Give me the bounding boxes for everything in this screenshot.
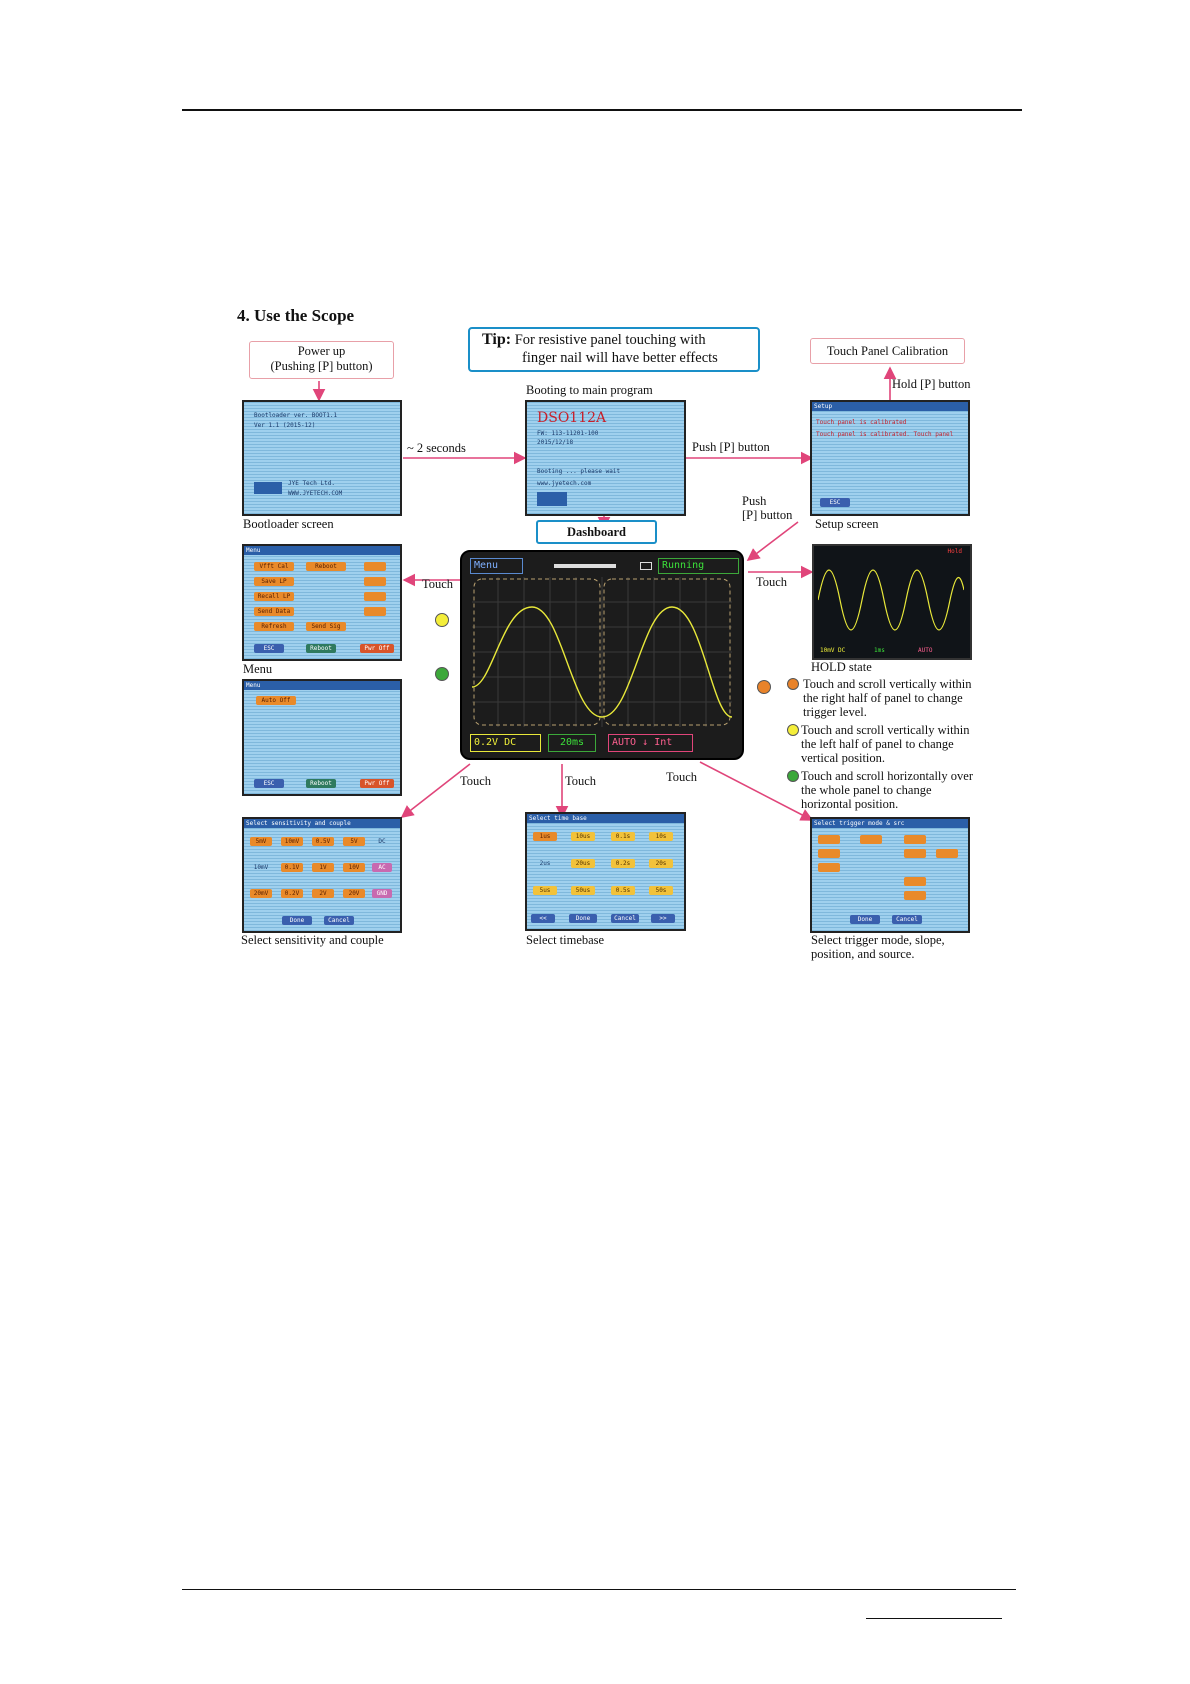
tb-20us[interactable]: 20us xyxy=(571,859,595,868)
trig-opt-2[interactable] xyxy=(860,835,882,844)
main-date: 2015/12/18 xyxy=(537,439,574,446)
coupling-value: DC xyxy=(504,737,517,748)
sensitivity-caption: Select sensitivity and couple xyxy=(241,933,384,947)
legend-orange-2: the right half of panel to change xyxy=(803,691,963,705)
setup-esc-button[interactable]: ESC xyxy=(820,498,850,507)
trig-cancel-button[interactable]: Cancel xyxy=(892,915,922,924)
trig-done-button[interactable]: Done xyxy=(850,915,880,924)
sens-5v[interactable]: 5V xyxy=(343,837,365,846)
tb-20s[interactable]: 20s xyxy=(649,859,673,868)
sens-10v[interactable]: 10V xyxy=(343,863,365,872)
hold-foot2: 1ms xyxy=(874,647,885,654)
menu1-side-3[interactable] xyxy=(364,592,386,601)
bootloader-caption: Bootloader screen xyxy=(243,517,334,531)
main-url: www.jyetech.com xyxy=(537,480,592,487)
setup-bar-title: Setup xyxy=(814,403,833,410)
section-title: 4. Use the Scope xyxy=(237,306,355,325)
setup-line1: Touch panel is calibrated xyxy=(816,419,907,426)
bootloader-line1: Bootloader ver. BOOT1.1 xyxy=(254,412,338,419)
menu1-item-vfft-cal[interactable]: Vfft Cal xyxy=(254,562,294,571)
jye-logo-icon xyxy=(537,492,567,506)
green-bullet-icon xyxy=(435,667,449,681)
menu1-item-reboot[interactable]: Reboot xyxy=(306,562,346,571)
sens-20v[interactable]: 20V xyxy=(343,889,365,898)
power-up-box xyxy=(249,341,394,379)
timebase-caption: Select timebase xyxy=(526,933,605,947)
menu1-item-recall-lp[interactable]: Recall LP xyxy=(254,592,294,601)
setup-screen xyxy=(810,400,970,516)
menu1-pwr-off-button[interactable]: Pwr Off xyxy=(360,644,394,653)
power-up-label: Power up xyxy=(297,344,346,358)
main-fw: FW: 113-11201-100 xyxy=(537,430,599,437)
touch-hold-label: Touch xyxy=(756,575,788,589)
trig-opt-4[interactable] xyxy=(818,849,840,858)
setup-line2: Touch panel is calibrated. Touch panel xyxy=(816,431,954,438)
tip-line1: For resistive panel touching with xyxy=(514,332,706,348)
trigger-mode: AUTO xyxy=(612,737,637,748)
tb-50us[interactable]: 50us xyxy=(571,886,595,895)
timebase-bar-title: Select time base xyxy=(529,815,587,822)
tb-prev-button[interactable]: << xyxy=(531,914,555,923)
legend-orange-1: Touch and scroll vertically within xyxy=(803,677,972,691)
menu1-item-send-data[interactable]: Send Data xyxy=(254,607,294,616)
menu2-bar-title: Menu xyxy=(246,682,261,689)
dashboard-screen[interactable] xyxy=(460,550,744,760)
legend-green-2: the whole panel to change xyxy=(801,783,932,797)
booting-label: Booting to main program xyxy=(526,383,653,397)
push-label: Push xyxy=(742,494,767,508)
tip-line2: finger nail will have better effects xyxy=(522,350,718,366)
tip-box xyxy=(468,327,760,372)
menu2-reboot-button[interactable]: Reboot xyxy=(306,779,336,788)
p-button-label: [P] button xyxy=(742,508,793,522)
tb-01s[interactable]: 0.1s xyxy=(611,832,635,841)
trig-opt-3[interactable] xyxy=(904,835,926,844)
tb-1us[interactable]: 1us xyxy=(533,832,557,841)
trig-opt-8[interactable] xyxy=(904,877,926,886)
orange-bullet-icon xyxy=(757,680,771,694)
trigger-screen xyxy=(810,817,970,933)
trig-opt-6[interactable] xyxy=(936,849,958,858)
dashboard-trigger[interactable] xyxy=(608,734,693,752)
touch-timebase-label: Touch xyxy=(565,774,597,788)
timeline-bar xyxy=(554,564,616,568)
bootloader-url: WWW.JYETECH.COM xyxy=(288,490,343,497)
menu-screen-1 xyxy=(242,544,402,661)
tb-02s[interactable]: 0.2s xyxy=(611,859,635,868)
tb-50s[interactable]: 50s xyxy=(649,886,673,895)
bootloader-logo-text: JYE Tech Ltd. xyxy=(288,480,335,487)
legend-yellow-1: Touch and scroll vertically within xyxy=(801,723,970,737)
hold-foot1: 10mV DC xyxy=(820,647,846,654)
sens-20mv[interactable]: 20mV xyxy=(250,889,272,898)
yellow-bullet-icon xyxy=(435,613,449,627)
sens-cancel-button[interactable]: Cancel xyxy=(324,916,354,925)
menu1-reboot-button[interactable]: Reboot xyxy=(306,644,336,653)
tb-2us[interactable]: 2us xyxy=(539,860,551,867)
touch-menu-label: Touch xyxy=(422,577,454,591)
legend-orange-3: trigger level. xyxy=(803,705,867,719)
legend-orange-icon xyxy=(787,678,799,690)
dashboard-waveform-area[interactable] xyxy=(472,577,732,727)
hold-p-label: Hold [P] button xyxy=(892,377,971,391)
tb-next-button[interactable]: >> xyxy=(651,914,675,923)
bootloader-screen xyxy=(242,400,402,516)
menu2-pwr-off-button[interactable]: Pwr Off xyxy=(360,779,394,788)
sens-2v[interactable]: 2V xyxy=(312,889,334,898)
dashboard-label-box: Dashboard xyxy=(536,520,657,544)
dashboard-status: Running xyxy=(658,558,739,574)
trigger-source: Int xyxy=(654,737,673,748)
trigger-caption-1: Select trigger mode, slope, xyxy=(811,933,945,947)
legend-green-icon xyxy=(787,770,799,782)
tb-10s[interactable]: 10s xyxy=(649,832,673,841)
trig-opt-7[interactable] xyxy=(818,863,840,872)
menu1-item-send-sig[interactable]: Send Sig xyxy=(306,622,346,631)
dashboard-timebase[interactable]: 20ms xyxy=(548,734,596,752)
sens-05v[interactable]: 0.5V xyxy=(312,837,334,846)
sensitivity-screen xyxy=(242,817,402,933)
legend-yellow-icon xyxy=(787,724,799,736)
hold-foot3: AUTO xyxy=(918,647,933,654)
pushing-p-label: (Pushing [P] button) xyxy=(270,359,373,373)
sens-02v[interactable]: 0.2V xyxy=(281,889,303,898)
jye-logo-icon xyxy=(254,482,282,494)
tb-10us[interactable]: 10us xyxy=(571,832,595,841)
sens-01v[interactable]: 0.1V xyxy=(281,863,303,872)
tip-bold: Tip: xyxy=(482,331,512,348)
menu2-item-auto-off[interactable]: Auto Off xyxy=(256,696,296,705)
menu1-item-save-lp[interactable]: Save LP xyxy=(254,577,294,586)
trig-opt-1[interactable] xyxy=(818,835,840,844)
sens-10mv-a[interactable]: 10mV xyxy=(281,837,303,846)
trig-opt-5[interactable] xyxy=(904,849,926,858)
sens-1v[interactable]: 1V xyxy=(312,863,334,872)
main-note: Booting ... please wait xyxy=(537,468,621,475)
menu1-bar-title: Menu xyxy=(246,547,261,554)
sens-5mv[interactable]: 5mV xyxy=(250,837,272,846)
hold-waveform xyxy=(818,560,964,642)
touch-panel-calibration-box: Touch Panel Calibration xyxy=(810,338,965,364)
touch-sensitivity-label: Touch xyxy=(460,774,492,788)
menu1-esc-button[interactable]: ESC xyxy=(254,644,284,653)
legend-green-1: Touch and scroll horizontally over xyxy=(801,769,973,783)
legend-green-3: horizontal position. xyxy=(801,797,899,811)
push-p-label: Push [P] button xyxy=(692,440,770,454)
battery-icon xyxy=(640,562,652,570)
legend-yellow-3: vertical position. xyxy=(801,751,886,765)
menu1-item-refresh[interactable]: Refresh xyxy=(254,622,294,631)
sensitivity-value: 0.2V xyxy=(474,737,499,748)
menu-caption: Menu xyxy=(243,662,273,676)
dashboard-sensitivity[interactable] xyxy=(470,734,541,752)
menu1-side-1[interactable] xyxy=(364,562,386,571)
touch-trigger-label: Touch xyxy=(666,770,698,784)
menu-screen-2 xyxy=(242,679,402,796)
couple-dc[interactable]: DC xyxy=(378,838,386,845)
legend-yellow-2: the left half of panel to change xyxy=(801,737,954,751)
sens-done-button[interactable]: Done xyxy=(282,916,312,925)
trigger-slope: ↓ xyxy=(642,737,649,748)
bootloader-line2: Ver 1.1 (2015-12) xyxy=(254,422,316,429)
couple-gnd[interactable]: GND xyxy=(372,889,392,898)
menu1-side-2[interactable] xyxy=(364,577,386,586)
tb-5us[interactable]: 5us xyxy=(533,886,557,895)
menu1-side-4[interactable] xyxy=(364,607,386,616)
trigger-caption-2: position, and source. xyxy=(811,947,915,961)
main-device-name: DSO112A xyxy=(537,410,607,426)
tb-done-button[interactable]: Done xyxy=(569,914,597,923)
dashboard-menu-button[interactable]: Menu xyxy=(470,558,523,574)
trigger-bar-title: Select trigger mode & src xyxy=(814,820,905,827)
timebase-screen xyxy=(525,812,686,931)
hold-status: Hold xyxy=(947,548,962,555)
tb-05s[interactable]: 0.5s xyxy=(611,886,635,895)
setup-caption: Setup screen xyxy=(815,517,879,531)
couple-ac[interactable]: AC xyxy=(372,863,392,872)
two-seconds-label: ~ 2 seconds xyxy=(407,441,466,455)
tb-cancel-button[interactable]: Cancel xyxy=(611,914,639,923)
sens-10mv-b[interactable]: 10mV xyxy=(253,864,269,871)
hold-screen xyxy=(812,544,972,660)
hold-caption: HOLD state xyxy=(811,660,872,674)
menu2-esc-button[interactable]: ESC xyxy=(254,779,284,788)
main-boot-screen xyxy=(525,400,686,516)
trig-opt-9[interactable] xyxy=(904,891,926,900)
sensitivity-bar-title: Select sensitivity and couple xyxy=(246,820,351,827)
